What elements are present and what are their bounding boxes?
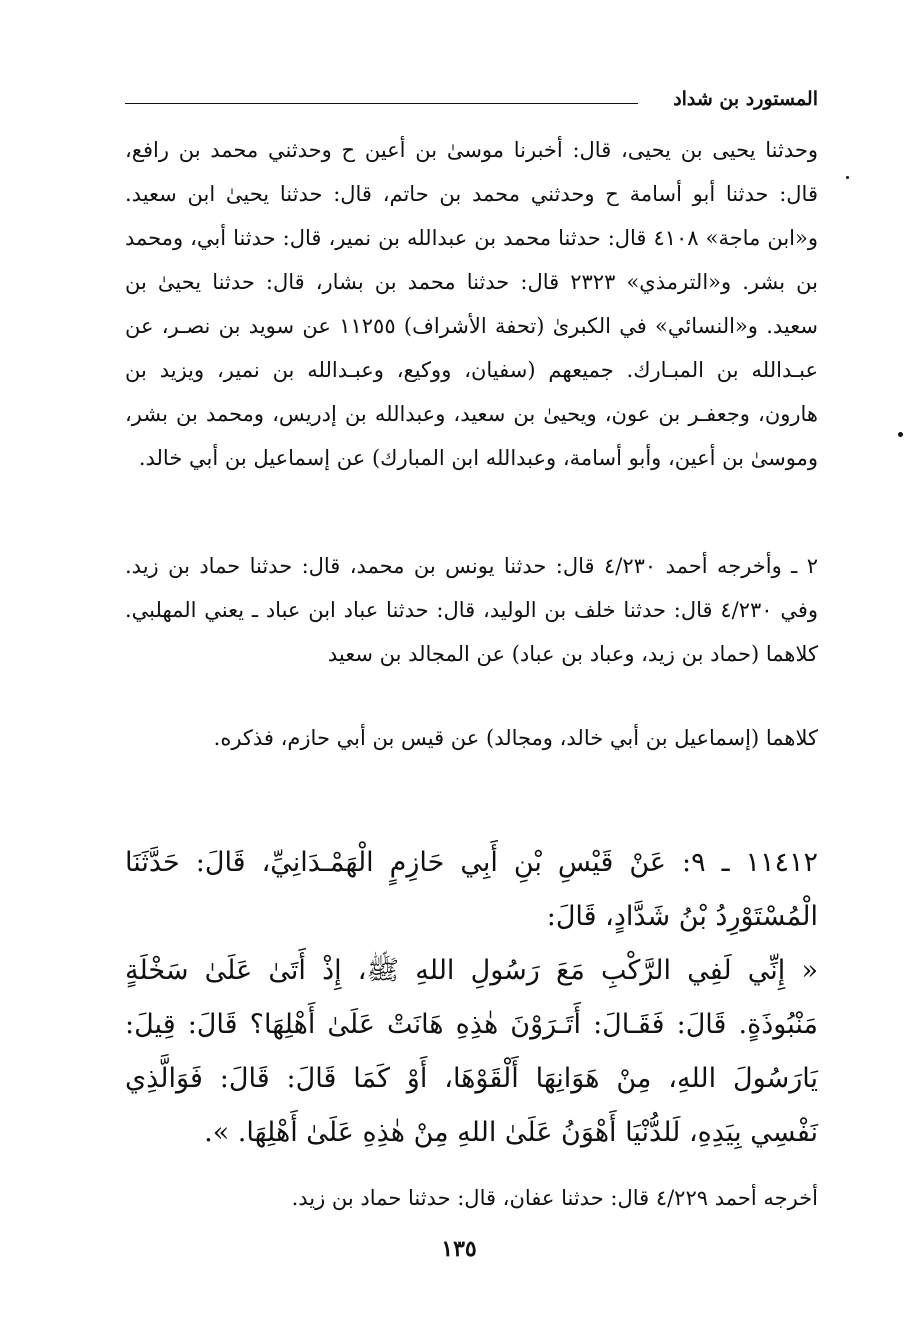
hadith-matn: « إِنِّي لَفِي الرَّكْبِ مَعَ رَسُولِ اللهِ ﷺ، إِذْ أَتَىٰ عَلَىٰ سَخْلَةٍ مَنْبُوذَةٍ. قَالَ: فَقَـالَ: أَتَـرَوْنَ هٰذِهِ هَانَتْ عَلَىٰ أَهْلِهَا؟ قَالَ: قِيلَ: يَارَسُولَ اللهِ، مِنْ هَوَانِهَا أَلْقَوْهَا، أَوْ كَمَا قَالَ: قَالَ: فَوَالَّذِي نَفْسِي بِيَدِهِ، لَلدُّنْيَا أَهْوَنُ عَلَىٰ اللهِ مِنْ هٰذِهِ عَلَىٰ أَهْلِهَا. ». <box>125 955 818 1148</box>
footnote-paragraph-3: كلاهما (إسماعيل بن أبي خالد، ومجالد) عن قيس بن أبي حازم، فذكره. <box>213 726 818 750</box>
scan-speck <box>898 432 903 437</box>
hadith-isnad: ١١٤١٢ ـ ٩: عَنْ قَيْسِ بْنِ أَبِي حَازِمٍ الْهَمْـدَانِيِّ، قَالَ: حَدَّثَنَا الْمُسْتَوْرِدُ بْنُ شَدَّادٍ، قَالَ: <box>125 847 819 932</box>
takhrij-note: أخرجه أحمد ٤/٢٢٩ قال: حدثنا عفان، قال: حدثنا حماد بن زيد. <box>291 1186 818 1210</box>
footnote-paragraph-2: ٢ ـ وأخرجه أحمد ٤/٢٣٠ قال: حدثنا يونس بن محمد، قال: حدثنا حماد بن زيد. وفي ٤/٢٣٠ قال: حدثنا خلف بن الوليد، قال: حدثنا عباد ابن عباد ـ يعني المهلبي. كلاهما (حماد بن زيد، وعباد بن عباد) عن المجالد بن سعيد <box>125 554 819 666</box>
header-title: المستورد بن شداد <box>673 88 818 110</box>
footnote-paragraph-1: وحدثنا يحيى بن يحيى، قال: أخبرنا موسىٰ بن أعين ح وحدثني محمد بن رافع، قال: حدثنا أبو أسامة ح وحدثني محمد بن حاتم، قال: حدثنا يحيىٰ ابن سعيد. و«ابن ماجة» ٤١٠٨ قال: حدثنا محمد بن عبدالله بن نمير، قال: حدثنا أبي، ومحمد بن بشر. و«الترمذي» ٢٣٢٣ قال: حدثنا محمد بن بشار، قال: حدثنا يحيىٰ بن سعيد. و«النسائي» في الكبرىٰ (تحفة الأشراف) ١١٢٥٥ عن سويد بن نصـر، عن عبـدالله بن المبـارك. جميعهم (سفيان، ووكيع، وعبـدالله بن نمير، ويزيد بن هارون، وجعفـر بن عون، ويحيىٰ بن سعيد، وعبدالله بن إدريس، ومحمد بن بشر، وموسىٰ بن أعين، وأبو أسامة، وعبدالله ابن المبارك) عن إسماعيل بن أبي خالد. <box>125 138 818 470</box>
running-header <box>125 84 818 114</box>
page-number: ١٣٥ <box>441 1236 477 1262</box>
header-rule <box>125 103 638 104</box>
scan-speck <box>846 176 849 179</box>
